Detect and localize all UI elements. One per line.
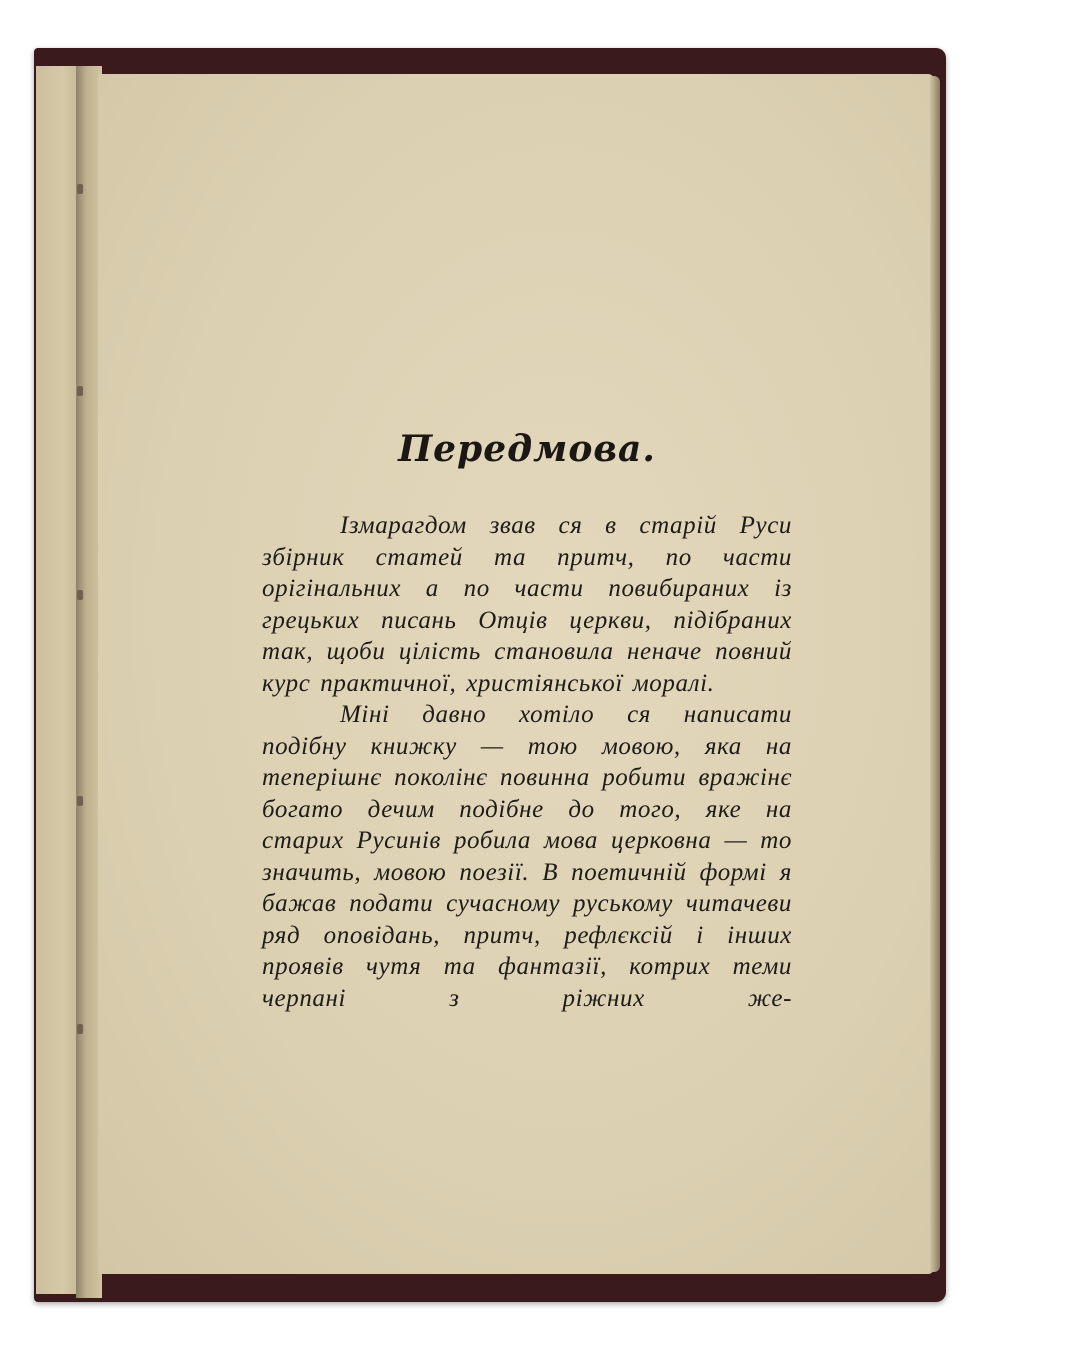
page-heading: Передмова. [398,428,656,470]
binding-stitch [77,1024,83,1034]
paragraph-1: Ізмарагдом звав ся в старій Руси збірник статей та притч, по части орігінальних а по части повибираних із грецьких писань Отців церкви, підібраних так, щоби цілість становила неначе повний курс практичної, христіянської моралі. [262,512,792,697]
binding-stitch [77,590,83,600]
paragraph-2: Міні давно хотіло ся написати подібну книжку — тою мовою, яка на теперішнє поколінє повинна робити вражінє богато дечим подібне до того, яке на старих Русинів робила мова церковна — то значить, мовою поезії. В поетичній формі я бажав подати сучасному руському читачеви ряд оповідань, притч, рефлєксій і інших проявів чутя та фантазії, котрих теми черпані з ріжних же- [262,701,792,1012]
page-text [262,428,792,1014]
binding-stitch [77,184,83,194]
binding-stitch [77,386,83,396]
left-page-edge [36,66,80,1294]
right-page-edge [930,76,940,1272]
binding-stitch [77,796,83,806]
